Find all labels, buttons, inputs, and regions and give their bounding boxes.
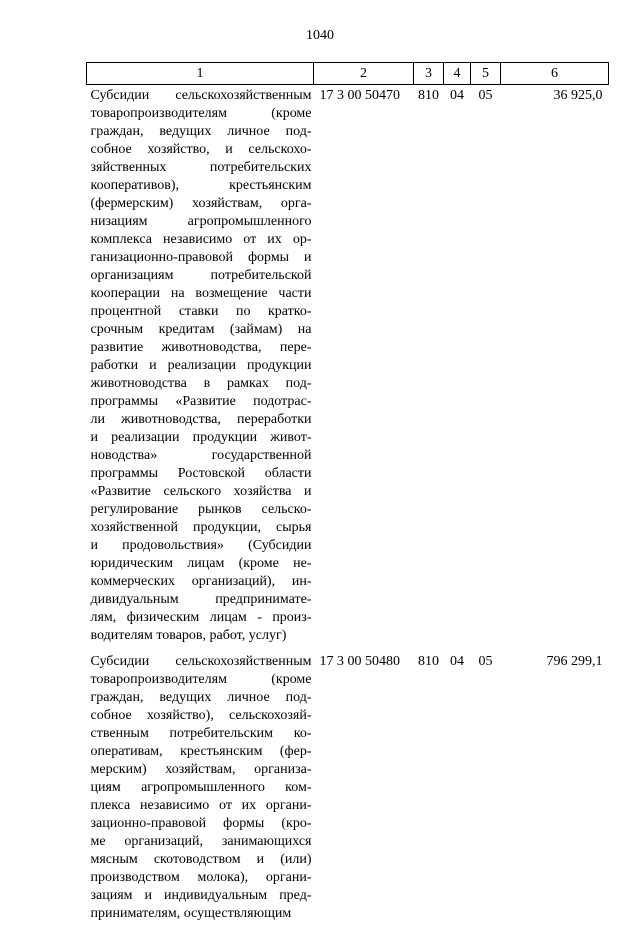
description-line: ственным потребительским ко- bbox=[91, 725, 312, 743]
row-code: 17 3 00 50470 bbox=[314, 85, 414, 652]
header-col-2: 2 bbox=[314, 63, 414, 85]
description-line: комплекса независимо от их ор- bbox=[91, 231, 312, 249]
description-line: животноводства в рамках под- bbox=[91, 375, 312, 393]
description-line: граждан, ведущих личное под- bbox=[91, 689, 312, 707]
description-line: низациям агропромышленного bbox=[91, 213, 312, 231]
row-col-3: 810 bbox=[414, 85, 444, 652]
header-row bbox=[87, 63, 609, 85]
row-col-5: 05 bbox=[471, 651, 501, 929]
row-col-4: 04 bbox=[444, 651, 471, 929]
header-col-1: 1 bbox=[87, 63, 314, 85]
description-line: производством молока), органи- bbox=[91, 869, 312, 887]
description-line: лям, физическим лицам - произ- bbox=[91, 609, 312, 627]
description-line: собное хозяйство, и сельскохо- bbox=[91, 141, 312, 159]
description-line: собное хозяйство), сельскохозяй- bbox=[91, 707, 312, 725]
description-line: принимателям, осуществляющим bbox=[91, 905, 312, 923]
row-amount: 796 299,1 bbox=[501, 651, 609, 929]
row-description bbox=[87, 85, 314, 652]
row-col-5: 05 bbox=[471, 85, 501, 652]
description-line: развитие животноводства, пере- bbox=[91, 339, 312, 357]
description-line: дивидуальным предпринимате- bbox=[91, 591, 312, 609]
header-col-5: 5 bbox=[471, 63, 501, 85]
description-line: граждан, ведущих личное под- bbox=[91, 123, 312, 141]
description-line: мясным скотоводством и (или) bbox=[91, 851, 312, 869]
description-line: кооперативов), крестьянским bbox=[91, 177, 312, 195]
description-line: Субсидии сельскохозяйственным bbox=[91, 653, 312, 671]
description-line: циям агропромышленного ком- bbox=[91, 779, 312, 797]
description-line: товаропроизводителям (кроме bbox=[91, 671, 312, 689]
table-row bbox=[87, 85, 609, 652]
description-line: процентной ставки по кратко- bbox=[91, 303, 312, 321]
description-line: Субсидии сельскохозяйственным bbox=[91, 87, 312, 105]
table-row bbox=[87, 651, 609, 929]
description-line: (фермерским) хозяйствам, орга- bbox=[91, 195, 312, 213]
table-header bbox=[87, 63, 609, 85]
description-line: зационно-правовой формы (кро- bbox=[91, 815, 312, 833]
description-line: и реализации продукции живот- bbox=[91, 429, 312, 447]
description-line: ме организаций, занимающихся bbox=[91, 833, 312, 851]
description-line: срочным кредитам (займам) на bbox=[91, 321, 312, 339]
description-line: работки и реализации продукции bbox=[91, 357, 312, 375]
description-line: водителям товаров, работ, услуг) bbox=[91, 627, 312, 645]
description-line: товаропроизводителям (кроме bbox=[91, 105, 312, 123]
description-line: хозяйственной продукции, сырья bbox=[91, 519, 312, 537]
row-amount: 36 925,0 bbox=[501, 85, 609, 652]
description-line: мерским) хозяйствам, организа- bbox=[91, 761, 312, 779]
description-line: кооперации на возмещение части bbox=[91, 285, 312, 303]
description-line: и продовольствия» (Субсидии bbox=[91, 537, 312, 555]
row-col-3: 810 bbox=[414, 651, 444, 929]
description-line: регулирование рынков сельско- bbox=[91, 501, 312, 519]
header-col-4: 4 bbox=[444, 63, 471, 85]
row-description bbox=[87, 651, 314, 929]
description-line: «Развитие сельского хозяйства и bbox=[91, 483, 312, 501]
description-line: оперативам, крестьянским (фер- bbox=[91, 743, 312, 761]
row-col-4: 04 bbox=[444, 85, 471, 652]
description-line: программы Ростовской области bbox=[91, 465, 312, 483]
description-line: зациям и индивидуальным пред- bbox=[91, 887, 312, 905]
description-line: ганизационно-правовой формы и bbox=[91, 249, 312, 267]
header-col-6: 6 bbox=[501, 63, 609, 85]
description-line: программы «Развитие подотрас- bbox=[91, 393, 312, 411]
description-line: организациям потребительской bbox=[91, 267, 312, 285]
budget-table bbox=[86, 62, 609, 929]
table-body bbox=[87, 85, 609, 929]
description-line: коммерческих организаций), ин- bbox=[91, 573, 312, 591]
description-line: новодства» государственной bbox=[91, 447, 312, 465]
row-code: 17 3 00 50480 bbox=[314, 651, 414, 929]
page-number: 1040 bbox=[0, 28, 640, 44]
description-line: зяйственных потребительских bbox=[91, 159, 312, 177]
header-col-3: 3 bbox=[414, 63, 444, 85]
description-line: плекса независимо от их органи- bbox=[91, 797, 312, 815]
description-line: юридическим лицам (кроме не- bbox=[91, 555, 312, 573]
description-line: ли животноводства, переработки bbox=[91, 411, 312, 429]
